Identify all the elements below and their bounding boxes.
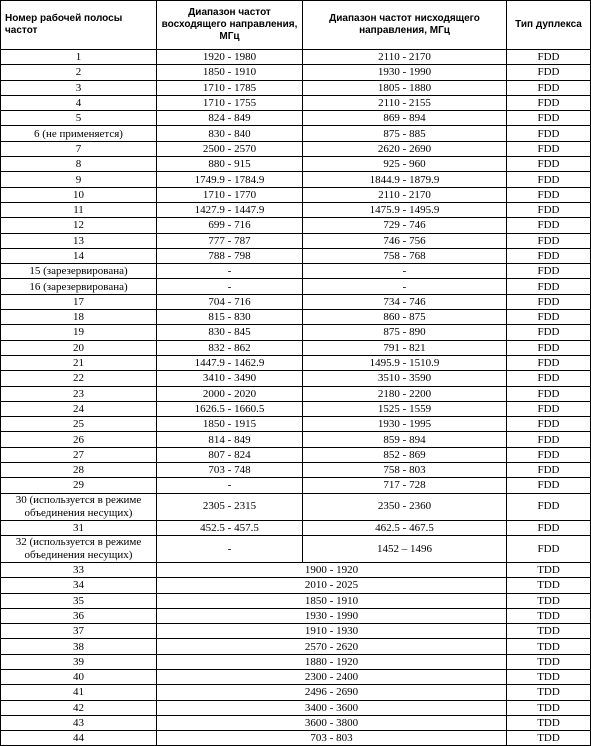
uplink-range-cell: 807 - 824 xyxy=(157,447,303,462)
band-number-cell: 4 xyxy=(1,95,157,110)
table-row xyxy=(1,578,591,593)
table-row xyxy=(1,593,591,608)
duplex-type-cell: FDD xyxy=(507,141,591,156)
uplink-range-cell: 824 - 849 xyxy=(157,111,303,126)
tdd-range-cell: 2010 - 2025 xyxy=(157,578,507,593)
duplex-type-cell: TDD xyxy=(507,669,591,684)
band-number-cell: 13 xyxy=(1,233,157,248)
band-number-cell: 16 (зарезервирована) xyxy=(1,279,157,294)
downlink-range-cell: 758 - 768 xyxy=(303,248,507,263)
band-number-cell: 35 xyxy=(1,593,157,608)
band-number-cell: 10 xyxy=(1,187,157,202)
table-row xyxy=(1,340,591,355)
duplex-type-cell: FDD xyxy=(507,50,591,65)
downlink-range-cell: - xyxy=(303,264,507,279)
tdd-range-cell: 1930 - 1990 xyxy=(157,608,507,623)
band-number-cell: 30 (используется в режиме объединения несущих) xyxy=(1,493,157,520)
table-row xyxy=(1,639,591,654)
duplex-type-cell: FDD xyxy=(507,401,591,416)
downlink-range-cell: 1452 – 1496 xyxy=(303,535,507,562)
table-row xyxy=(1,187,591,202)
downlink-range-cell: 1805 - 1880 xyxy=(303,80,507,95)
table-row xyxy=(1,325,591,340)
downlink-range-cell: 2110 - 2170 xyxy=(303,50,507,65)
duplex-type-cell: TDD xyxy=(507,593,591,608)
table-row xyxy=(1,65,591,80)
duplex-type-cell: FDD xyxy=(507,520,591,535)
duplex-type-cell: FDD xyxy=(507,325,591,340)
band-number-cell: 26 xyxy=(1,432,157,447)
uplink-range-cell: 1427.9 - 1447.9 xyxy=(157,202,303,217)
table-row xyxy=(1,700,591,715)
tdd-range-cell: 1910 - 1930 xyxy=(157,624,507,639)
duplex-type-cell: FDD xyxy=(507,493,591,520)
uplink-range-cell: 1920 - 1980 xyxy=(157,50,303,65)
table-row xyxy=(1,50,591,65)
band-number-cell: 3 xyxy=(1,80,157,95)
duplex-type-header: Тип дуплекса xyxy=(507,1,591,50)
downlink-range-cell: 758 - 803 xyxy=(303,463,507,478)
duplex-type-cell: FDD xyxy=(507,187,591,202)
table-row xyxy=(1,447,591,462)
band-number-cell: 28 xyxy=(1,463,157,478)
downlink-range-cell: 875 - 885 xyxy=(303,126,507,141)
band-number-cell: 43 xyxy=(1,715,157,730)
band-number-cell: 44 xyxy=(1,731,157,746)
duplex-type-cell: FDD xyxy=(507,294,591,309)
duplex-type-cell: FDD xyxy=(507,202,591,217)
band-number-cell: 5 xyxy=(1,111,157,126)
downlink-range-cell: 2110 - 2155 xyxy=(303,95,507,110)
uplink-range-cell: 1749.9 - 1784.9 xyxy=(157,172,303,187)
tdd-range-cell: 703 - 803 xyxy=(157,731,507,746)
table-row xyxy=(1,294,591,309)
duplex-type-cell: FDD xyxy=(507,417,591,432)
duplex-type-cell: FDD xyxy=(507,371,591,386)
band-number-header: Номер рабочей полосы частот xyxy=(1,1,157,50)
uplink-range-cell: 814 - 849 xyxy=(157,432,303,447)
table-row xyxy=(1,310,591,325)
uplink-range-cell: 703 - 748 xyxy=(157,463,303,478)
duplex-type-cell: FDD xyxy=(507,432,591,447)
table-row xyxy=(1,80,591,95)
downlink-range-cell: 925 - 960 xyxy=(303,157,507,172)
uplink-range-cell: 1710 - 1785 xyxy=(157,80,303,95)
band-number-cell: 34 xyxy=(1,578,157,593)
table-row xyxy=(1,417,591,432)
downlink-range-cell: 717 - 728 xyxy=(303,478,507,493)
table-row xyxy=(1,111,591,126)
duplex-type-cell: FDD xyxy=(507,447,591,462)
downlink-range-cell: 869 - 894 xyxy=(303,111,507,126)
band-number-cell: 42 xyxy=(1,700,157,715)
tdd-range-cell: 3400 - 3600 xyxy=(157,700,507,715)
band-number-cell: 8 xyxy=(1,157,157,172)
band-number-cell: 29 xyxy=(1,478,157,493)
duplex-type-cell: TDD xyxy=(507,639,591,654)
downlink-range-cell: 3510 - 3590 xyxy=(303,371,507,386)
duplex-type-cell: FDD xyxy=(507,172,591,187)
table-row xyxy=(1,95,591,110)
uplink-range-cell: - xyxy=(157,279,303,294)
duplex-type-cell: FDD xyxy=(507,126,591,141)
downlink-range-cell: 746 - 756 xyxy=(303,233,507,248)
band-number-cell: 15 (зарезервирована) xyxy=(1,264,157,279)
table-row xyxy=(1,715,591,730)
tdd-range-cell: 2496 - 2690 xyxy=(157,685,507,700)
downlink-range-cell: 1930 - 1995 xyxy=(303,417,507,432)
uplink-range-cell: 2500 - 2570 xyxy=(157,141,303,156)
table-row xyxy=(1,685,591,700)
duplex-type-cell: FDD xyxy=(507,65,591,80)
duplex-type-cell: FDD xyxy=(507,310,591,325)
table-row xyxy=(1,654,591,669)
uplink-range-cell: 704 - 716 xyxy=(157,294,303,309)
duplex-type-cell: TDD xyxy=(507,685,591,700)
uplink-range-cell: 1710 - 1770 xyxy=(157,187,303,202)
band-number-cell: 40 xyxy=(1,669,157,684)
band-number-cell: 9 xyxy=(1,172,157,187)
table-row xyxy=(1,624,591,639)
duplex-type-cell: TDD xyxy=(507,562,591,577)
table-row xyxy=(1,202,591,217)
duplex-type-cell: FDD xyxy=(507,355,591,370)
duplex-type-cell: TDD xyxy=(507,731,591,746)
uplink-range-cell: 2305 - 2315 xyxy=(157,493,303,520)
table-row xyxy=(1,535,591,562)
downlink-range-cell: 875 - 890 xyxy=(303,325,507,340)
band-number-cell: 14 xyxy=(1,248,157,263)
table-row xyxy=(1,248,591,263)
downlink-range-cell: 2350 - 2360 xyxy=(303,493,507,520)
table-row xyxy=(1,432,591,447)
downlink-range-cell: 2110 - 2170 xyxy=(303,187,507,202)
uplink-range-header: Диапазон частот восходящего направления, МГц xyxy=(157,1,303,50)
duplex-type-cell: TDD xyxy=(507,608,591,623)
tdd-range-cell: 2570 - 2620 xyxy=(157,639,507,654)
band-number-cell: 20 xyxy=(1,340,157,355)
downlink-range-header: Диапазон частот нисходящего направления, МГц xyxy=(303,1,507,50)
band-number-cell: 18 xyxy=(1,310,157,325)
band-number-cell: 1 xyxy=(1,50,157,65)
duplex-type-cell: FDD xyxy=(507,80,591,95)
uplink-range-cell: 777 - 787 xyxy=(157,233,303,248)
duplex-type-cell: FDD xyxy=(507,264,591,279)
table-row xyxy=(1,264,591,279)
duplex-type-cell: FDD xyxy=(507,279,591,294)
band-number-cell: 37 xyxy=(1,624,157,639)
duplex-type-cell: FDD xyxy=(507,111,591,126)
band-number-cell: 2 xyxy=(1,65,157,80)
duplex-type-cell: TDD xyxy=(507,578,591,593)
uplink-range-cell: 830 - 840 xyxy=(157,126,303,141)
band-number-cell: 41 xyxy=(1,685,157,700)
duplex-type-cell: FDD xyxy=(507,535,591,562)
band-number-cell: 11 xyxy=(1,202,157,217)
uplink-range-cell: 788 - 798 xyxy=(157,248,303,263)
band-number-cell: 27 xyxy=(1,447,157,462)
band-number-cell: 23 xyxy=(1,386,157,401)
table-row xyxy=(1,731,591,746)
duplex-type-cell: TDD xyxy=(507,700,591,715)
duplex-type-cell: TDD xyxy=(507,654,591,669)
table-row xyxy=(1,562,591,577)
duplex-type-cell: FDD xyxy=(507,248,591,263)
table-row xyxy=(1,371,591,386)
duplex-type-cell: FDD xyxy=(507,463,591,478)
table-row xyxy=(1,608,591,623)
uplink-range-cell: 2000 - 2020 xyxy=(157,386,303,401)
table-row xyxy=(1,172,591,187)
table-row xyxy=(1,669,591,684)
band-number-cell: 6 (не применяется) xyxy=(1,126,157,141)
downlink-range-cell: 791 - 821 xyxy=(303,340,507,355)
band-number-cell: 31 xyxy=(1,520,157,535)
band-number-cell: 33 xyxy=(1,562,157,577)
band-number-cell: 7 xyxy=(1,141,157,156)
table-row xyxy=(1,386,591,401)
downlink-range-cell: 859 - 894 xyxy=(303,432,507,447)
band-number-cell: 21 xyxy=(1,355,157,370)
duplex-type-cell: FDD xyxy=(507,478,591,493)
tdd-range-cell: 2300 - 2400 xyxy=(157,669,507,684)
band-number-cell: 12 xyxy=(1,218,157,233)
table-row xyxy=(1,355,591,370)
downlink-range-cell: 729 - 746 xyxy=(303,218,507,233)
duplex-type-cell: TDD xyxy=(507,715,591,730)
band-number-cell: 36 xyxy=(1,608,157,623)
band-number-cell: 25 xyxy=(1,417,157,432)
table-row xyxy=(1,141,591,156)
table-row xyxy=(1,463,591,478)
band-number-cell: 22 xyxy=(1,371,157,386)
uplink-range-cell: - xyxy=(157,264,303,279)
table-row xyxy=(1,401,591,416)
tdd-range-cell: 3600 - 3800 xyxy=(157,715,507,730)
uplink-range-cell: 3410 - 3490 xyxy=(157,371,303,386)
table-row xyxy=(1,493,591,520)
duplex-type-cell: FDD xyxy=(507,157,591,172)
downlink-range-cell: 2620 - 2690 xyxy=(303,141,507,156)
band-number-cell: 19 xyxy=(1,325,157,340)
tdd-range-cell: 1900 - 1920 xyxy=(157,562,507,577)
downlink-range-cell: 1525 - 1559 xyxy=(303,401,507,416)
downlink-range-cell: 1844.9 - 1879.9 xyxy=(303,172,507,187)
table-row xyxy=(1,126,591,141)
downlink-range-cell: 2180 - 2200 xyxy=(303,386,507,401)
downlink-range-cell: 462.5 - 467.5 xyxy=(303,520,507,535)
uplink-range-cell: - xyxy=(157,478,303,493)
table-row xyxy=(1,478,591,493)
duplex-type-cell: FDD xyxy=(507,95,591,110)
downlink-range-cell: 1930 - 1990 xyxy=(303,65,507,80)
band-number-cell: 39 xyxy=(1,654,157,669)
duplex-type-cell: TDD xyxy=(507,624,591,639)
table-row xyxy=(1,279,591,294)
uplink-range-cell: 1850 - 1910 xyxy=(157,65,303,80)
duplex-type-cell: FDD xyxy=(507,386,591,401)
uplink-range-cell: 1850 - 1915 xyxy=(157,417,303,432)
table-body xyxy=(1,50,591,746)
header-row xyxy=(1,1,591,50)
downlink-range-cell: 1495.9 - 1510.9 xyxy=(303,355,507,370)
band-number-cell: 38 xyxy=(1,639,157,654)
table-row xyxy=(1,218,591,233)
table-row xyxy=(1,520,591,535)
uplink-range-cell: 830 - 845 xyxy=(157,325,303,340)
uplink-range-cell: 1447.9 - 1462.9 xyxy=(157,355,303,370)
tdd-range-cell: 1880 - 1920 xyxy=(157,654,507,669)
uplink-range-cell: 832 - 862 xyxy=(157,340,303,355)
uplink-range-cell: - xyxy=(157,535,303,562)
downlink-range-cell: 1475.9 - 1495.9 xyxy=(303,202,507,217)
uplink-range-cell: 452.5 - 457.5 xyxy=(157,520,303,535)
tdd-range-cell: 1850 - 1910 xyxy=(157,593,507,608)
table-row xyxy=(1,157,591,172)
uplink-range-cell: 880 - 915 xyxy=(157,157,303,172)
duplex-type-cell: FDD xyxy=(507,233,591,248)
downlink-range-cell: 860 - 875 xyxy=(303,310,507,325)
uplink-range-cell: 1710 - 1755 xyxy=(157,95,303,110)
uplink-range-cell: 815 - 830 xyxy=(157,310,303,325)
uplink-range-cell: 699 - 716 xyxy=(157,218,303,233)
duplex-type-cell: FDD xyxy=(507,218,591,233)
uplink-range-cell: 1626.5 - 1660.5 xyxy=(157,401,303,416)
table-row xyxy=(1,233,591,248)
band-number-cell: 32 (используется в режиме объединения несущих) xyxy=(1,535,157,562)
duplex-type-cell: FDD xyxy=(507,340,591,355)
band-number-cell: 24 xyxy=(1,401,157,416)
band-number-cell: 17 xyxy=(1,294,157,309)
downlink-range-cell: 734 - 746 xyxy=(303,294,507,309)
downlink-range-cell: - xyxy=(303,279,507,294)
downlink-range-cell: 852 - 869 xyxy=(303,447,507,462)
